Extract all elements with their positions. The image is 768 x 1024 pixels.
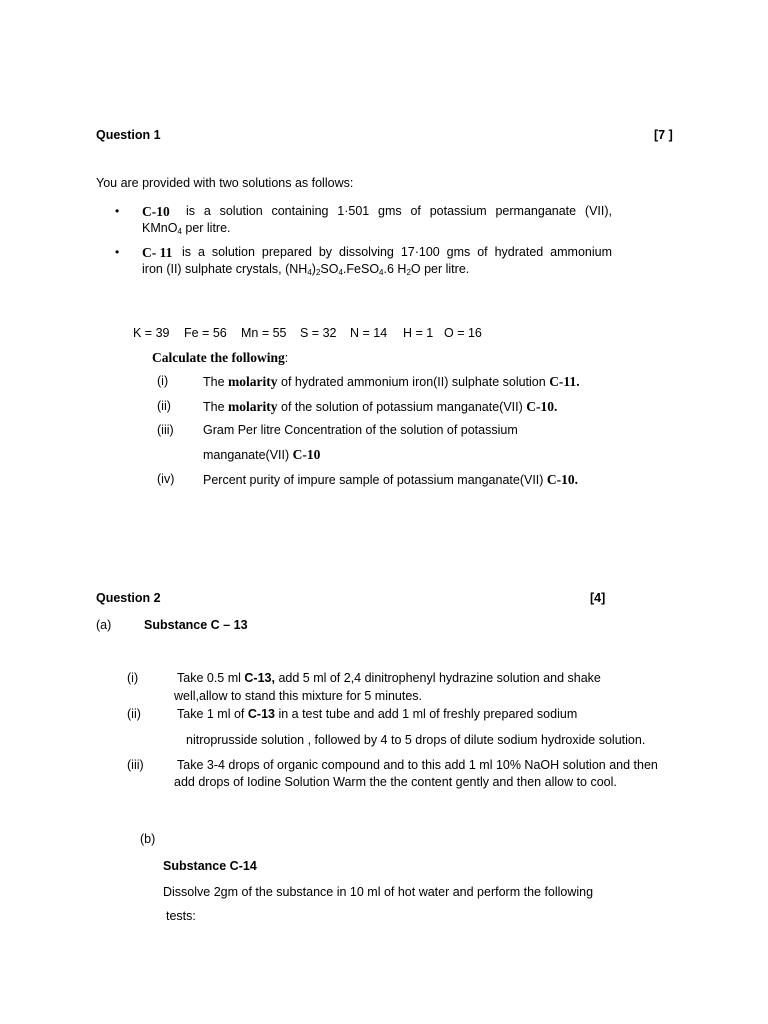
part-b-line1: Dissolve 2gm of the substance in 10 ml of hot water and perform the following	[163, 885, 594, 899]
question-2-marks: [4]	[590, 591, 606, 605]
c10-description: is a solution containing 1·501 gms of potassium permanganate (VII),	[186, 204, 612, 218]
c11-code: C- 11	[142, 245, 173, 260]
step-iii-line2: add drops of Iodine Solution Warm the the content gently and then allow to cool.	[174, 775, 617, 789]
question-2-title: Question 2	[96, 591, 161, 605]
step-i-number: (i)	[127, 671, 139, 685]
atomic-mass-o: O = 16	[444, 326, 482, 340]
part-b-line2: tests:	[166, 909, 196, 923]
c11-description: is a solution prepared by dissolving 17·100 gms of hydrated ammonium	[182, 245, 612, 259]
item-i-number: (i)	[157, 374, 169, 388]
part-a-label: (a)	[96, 618, 112, 632]
bullet-c10: •	[115, 204, 120, 218]
step-ii-number: (ii)	[127, 707, 141, 721]
part-b-heading: Substance C-14	[163, 859, 257, 873]
c10-formula-line: KMnO$_4$ per litre.	[142, 221, 231, 236]
atomic-mass-mn: Mn = 55	[241, 326, 287, 340]
item-iii-line1: Gram Per litre Concentration of the solution of potassium	[203, 423, 518, 437]
item-iii-number: (iii)	[157, 423, 174, 437]
item-ii-text: The molarity of the solution of potassium manganate(VII) C-10.	[203, 399, 558, 414]
atomic-mass-n: N = 14	[350, 326, 388, 340]
q1-intro: You are provided with two solutions as follows:	[96, 176, 354, 190]
item-i-text: The molarity of hydrated ammonium iron(II) sulphate solution C-11.	[203, 374, 580, 389]
part-a-heading: Substance C – 13	[144, 618, 248, 632]
item-iv-number: (iv)	[157, 472, 175, 486]
atomic-mass-fe: Fe = 56	[184, 326, 227, 340]
atomic-mass-h: H = 1	[403, 326, 434, 340]
step-ii-line2: nitroprusside solution , followed by 4 to 5 drops of dilute sodium hydroxide solution.	[186, 733, 646, 747]
bullet-c11: •	[115, 245, 120, 259]
item-iii-line2: manganate(VII) C-10	[203, 447, 321, 462]
item-iv-text: Percent purity of impure sample of potassium manganate(VII) C-10.	[203, 472, 579, 487]
step-iii-number: (iii)	[127, 758, 144, 772]
question-1-marks: [7 ]	[654, 128, 673, 142]
part-b-label: (b)	[140, 832, 156, 846]
calculate-heading: Calculate the following:	[152, 350, 289, 365]
c11-formula-line: iron (II) sulphate crystals, $(NH_4)_2SO_4.FeSO_4.6$ $H_2O$ per litre.	[142, 262, 470, 277]
question-1-title: Question 1	[96, 128, 161, 142]
step-ii-line1: Take 1 ml of C-13 in a test tube and add 1 ml of freshly prepared sodium	[177, 707, 578, 721]
step-i-line2: well,allow to stand this mixture for 5 minutes.	[174, 689, 423, 703]
atomic-mass-k: K = 39	[133, 326, 170, 340]
c10-code: C-10	[142, 204, 170, 219]
atomic-mass-s: S = 32	[300, 326, 337, 340]
item-ii-number: (ii)	[157, 399, 171, 413]
step-iii-line1: Take 3-4 drops of organic compound and to this add 1 ml 10% NaOH solution and then	[177, 758, 658, 772]
step-i-line1: Take 0.5 ml C-13, add 5 ml of 2,4 dinitrophenyl hydrazine solution and shake	[177, 671, 601, 685]
